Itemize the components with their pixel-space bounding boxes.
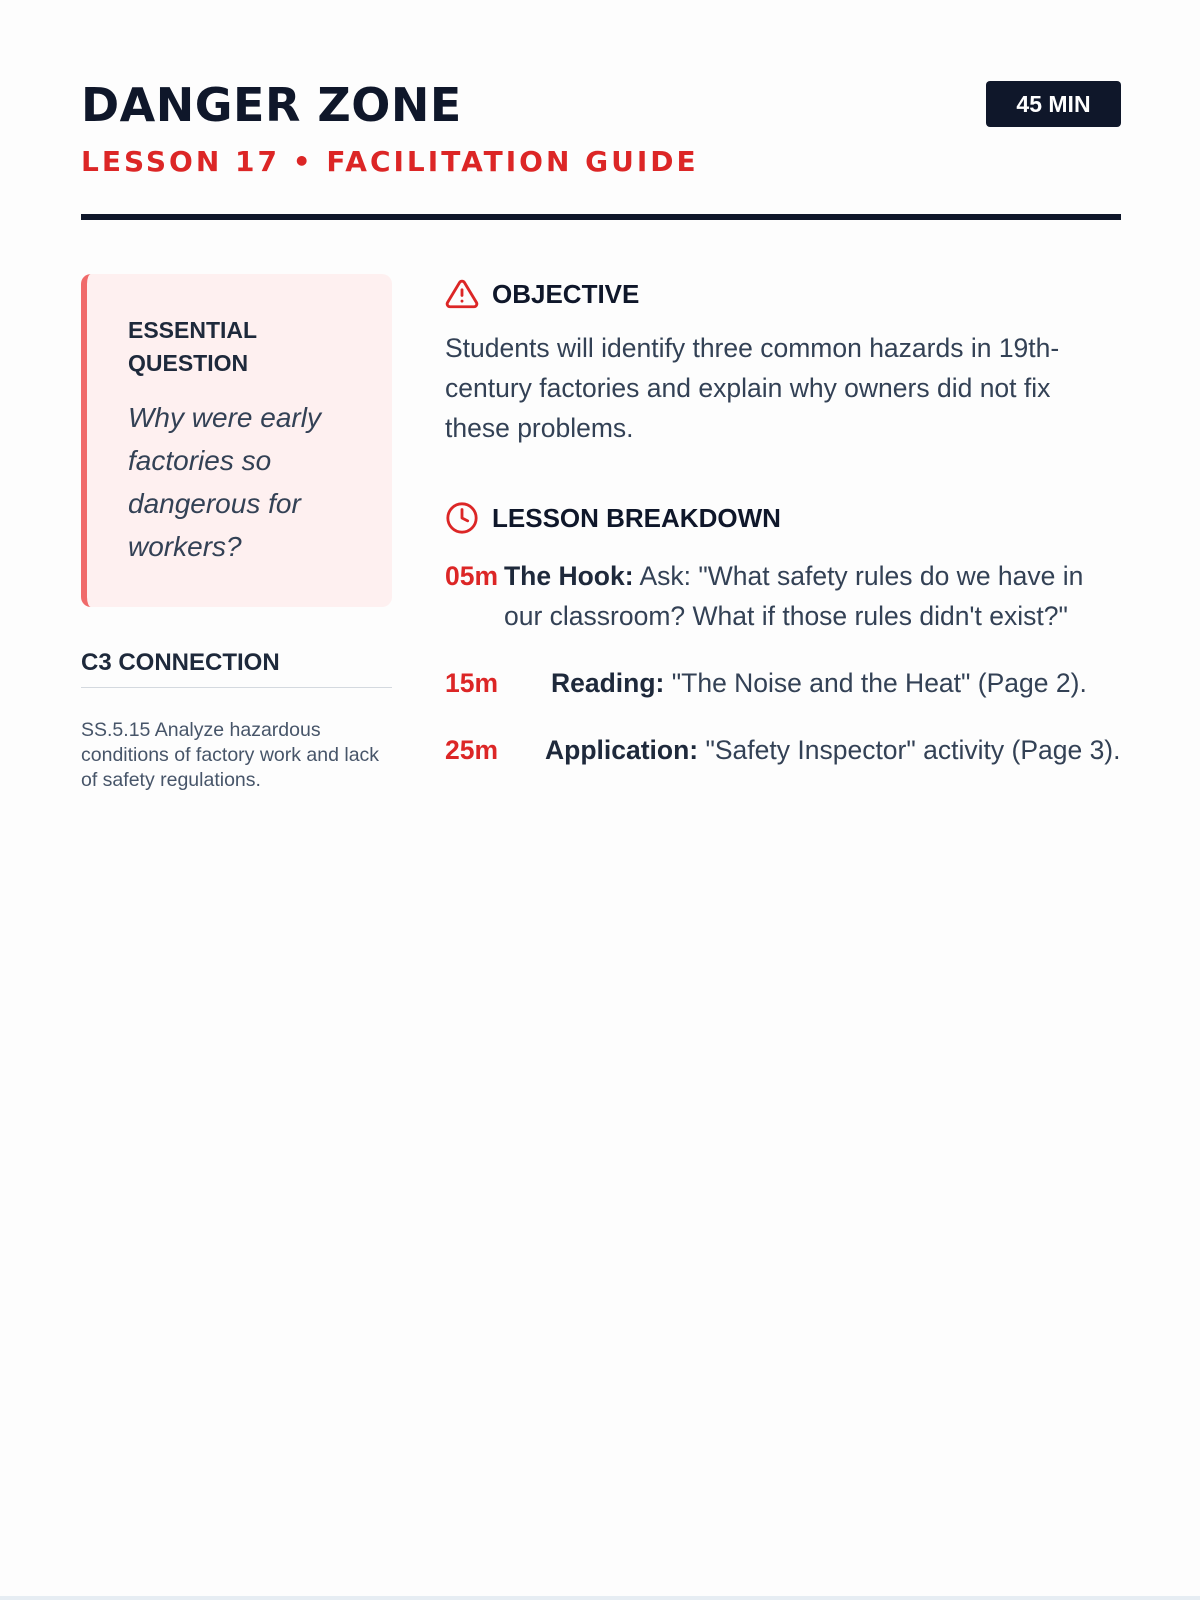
agenda-text: "The Noise and the Heat" (Page 2). [664, 668, 1087, 698]
lesson-breakdown-header [445, 498, 1121, 538]
objective-section [445, 274, 1121, 448]
essential-question-label: ESSENTIAL QUESTION [128, 317, 257, 376]
main-content [445, 274, 1121, 797]
c3-connection-text: SS.5.15 Analyze hazardous conditions of factory work and lack of safety regulations. [81, 719, 380, 791]
warning-triangle-icon [445, 277, 479, 311]
page-title: DANGER ZONE [81, 78, 462, 132]
lesson-breakdown-title: LESSON BREAKDOWN [492, 502, 781, 533]
agenda-label: The Hook: [504, 561, 634, 591]
objective-header [445, 274, 1121, 314]
essential-question-text: Why were early factories so dangerous for workers? [128, 402, 321, 562]
agenda-text: Ask: "What safety rules do we have in our classroom? What if those rules didn't exist?" [504, 561, 1084, 631]
agenda-time: 15m [445, 668, 499, 698]
header-divider [81, 214, 1121, 220]
agenda-text: "Safety Inspector" activity (Page 3). [698, 735, 1121, 765]
agenda-item [445, 663, 1121, 703]
agenda-content [551, 663, 1087, 703]
objective-text: Students will identify three common hazards in 19th-century factories and explain why owners did not fix these problems. [445, 333, 1060, 443]
agenda-item [445, 730, 1121, 770]
bottom-strip [0, 1596, 1200, 1600]
agenda-label: Application: [545, 735, 699, 765]
agenda-time: 25m [445, 735, 499, 765]
agenda-content [545, 730, 1121, 770]
page-subtitle: LESSON 17 • FACILITATION GUIDE [81, 145, 699, 178]
duration-badge: 45 MIN [986, 81, 1121, 127]
sidebar [81, 274, 392, 793]
agenda-item [445, 556, 1121, 636]
clock-icon [445, 501, 479, 535]
lesson-breakdown-section [445, 498, 1121, 770]
lesson-page [81, 0, 1121, 791]
agenda-label: Reading: [551, 668, 665, 698]
page-header [81, 0, 1121, 220]
essential-question-box [81, 274, 392, 607]
c3-connection-title: C3 CONNECTION [81, 649, 392, 688]
agenda-time: 05m [445, 561, 499, 591]
agenda-content [504, 556, 1121, 636]
agenda-list [445, 556, 1121, 770]
objective-title: OBJECTIVE [492, 278, 640, 309]
